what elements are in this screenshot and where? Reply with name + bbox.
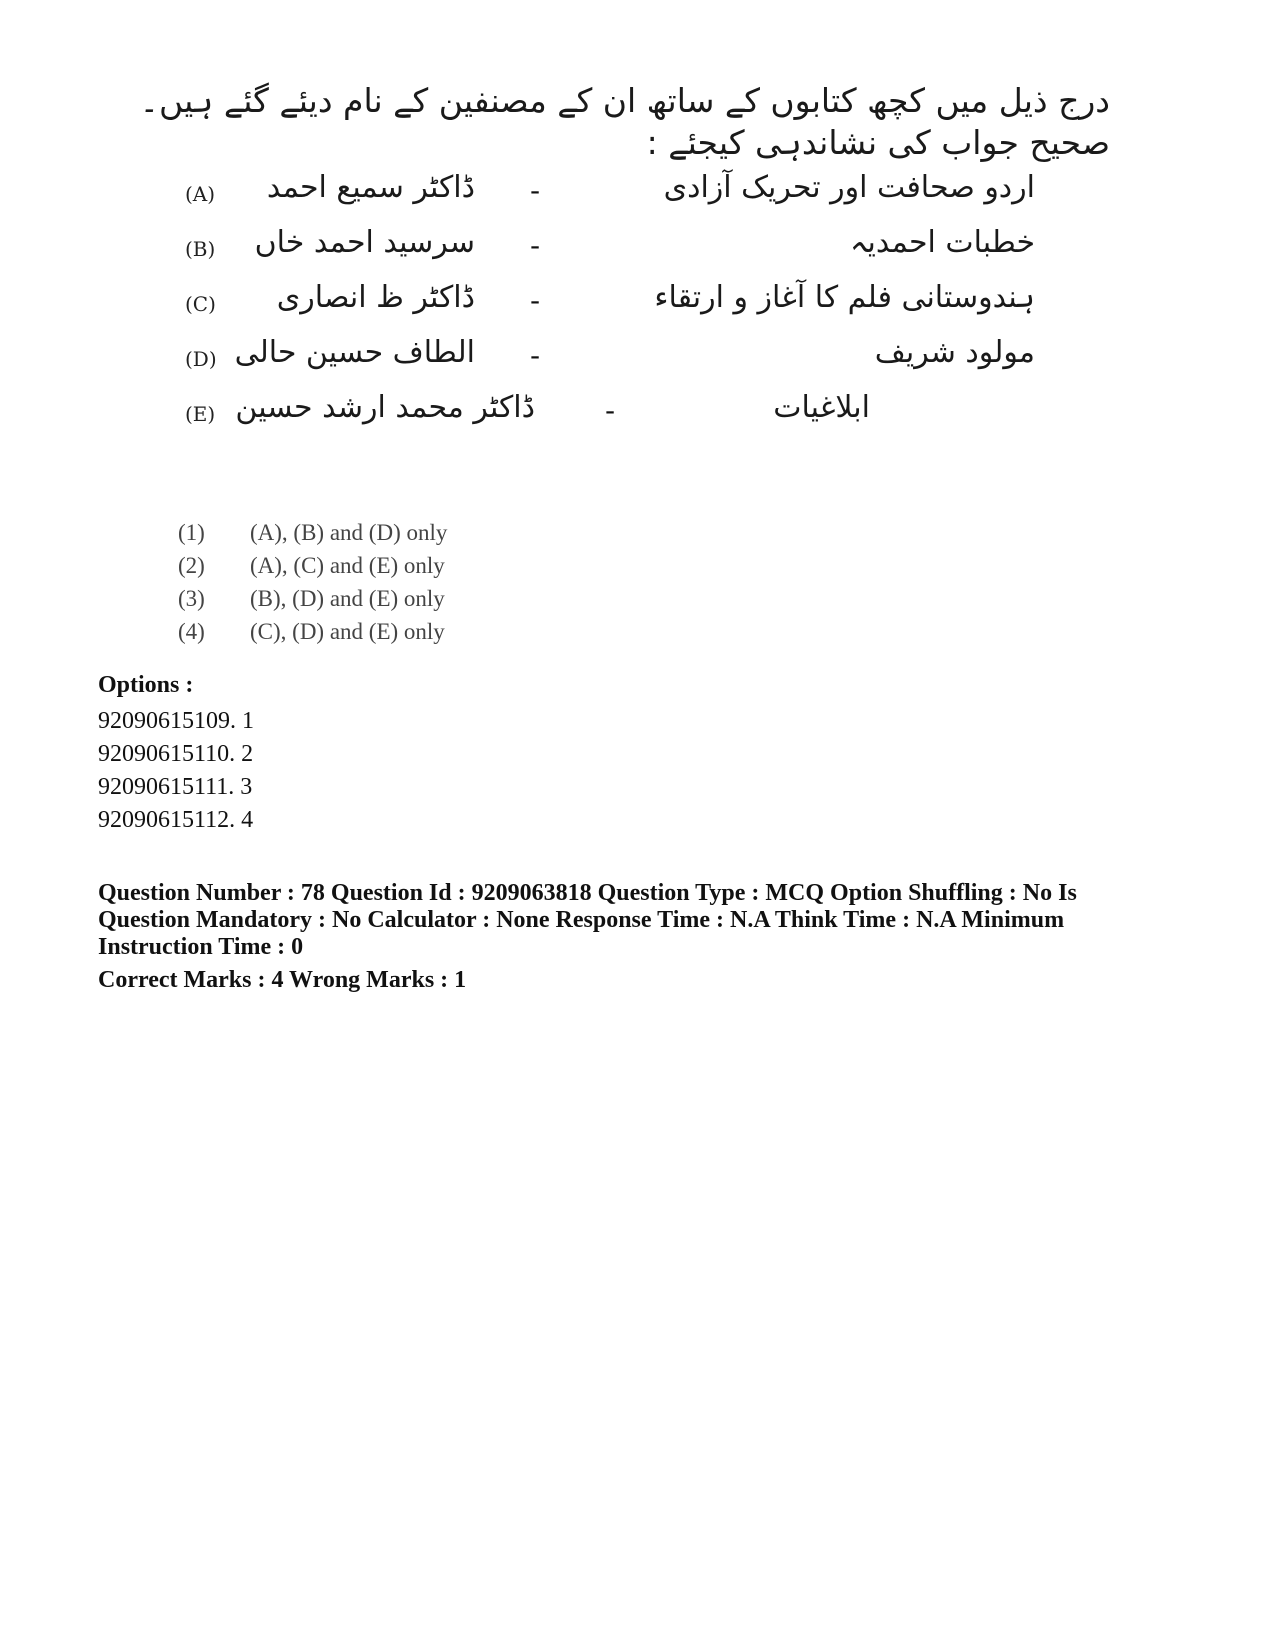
pair-label: (A) — [185, 182, 216, 206]
pair-dash: - — [530, 229, 541, 262]
pair-dash: - — [530, 174, 541, 207]
pair-book: ہندوستانی فلم کا آغاز و ارتقاء — [654, 280, 1035, 315]
pair-book: اردو صحافت اور تحریک آزادی — [663, 170, 1035, 205]
pair-book: مولود شریف — [874, 335, 1035, 370]
options-heading: Options : — [98, 672, 194, 698]
options-section — [98, 672, 254, 840]
choice-number: (4) — [178, 619, 205, 644]
pair-label: (D) — [185, 347, 217, 371]
pair-label: (C) — [185, 292, 216, 316]
question-text: درج ذیل میں کچھ کتابوں کے ساتھ ان کے مصنفین کے نام دیئے گئے ہیں۔ صحیح جواب کی نشاندہی کیجئے : — [139, 81, 1110, 162]
pair-author: ڈاکٹر محمد ارشد حسین — [235, 390, 535, 425]
pair-author: ڈاکٹر سمیع احمد — [266, 170, 475, 205]
option-item: 92090615110. 2 — [98, 741, 254, 767]
pair-book: ابلاغیات — [773, 390, 870, 425]
question-meta — [98, 880, 1158, 994]
marks-line: Correct Marks : 4 Wrong Marks : 1 — [98, 967, 467, 993]
pair-row-c — [185, 280, 1035, 332]
choice-number: (2) — [178, 553, 205, 578]
choice-text: (B), (D) and (E) only — [250, 586, 445, 611]
option-item: 92090615109. 1 — [98, 708, 254, 734]
pair-row-a — [185, 170, 1035, 222]
pair-row-e — [185, 390, 1035, 442]
pair-row-d — [185, 335, 1035, 387]
choice-text: (C), (D) and (E) only — [250, 619, 445, 644]
choice-text: (A), (C) and (E) only — [250, 553, 445, 578]
option-item: 92090615112. 4 — [98, 807, 254, 833]
question-details: Question Number : 78 Question Id : 9209063818 Question Type : MCQ Option Shuffling : No Is Question Mandatory : No Calculator : None Response Time : N.A Think Time : N.A Minimum Instruction Time : 0 — [98, 880, 1077, 960]
pair-author: الطاف حسین حالی — [234, 335, 475, 370]
pair-book: خطبات احمدیہ — [849, 225, 1035, 260]
pair-dash: - — [530, 284, 541, 317]
choice-text: (A), (B) and (D) only — [250, 520, 448, 545]
pair-dash: - — [605, 394, 616, 427]
pair-dash: - — [530, 339, 541, 372]
pair-author: ڈاکٹر ظ انصاری — [276, 280, 475, 315]
pair-label: (B) — [185, 237, 216, 261]
pair-label: (E) — [185, 402, 216, 426]
pair-row-b — [185, 225, 1035, 277]
option-item: 92090615111. 3 — [98, 774, 253, 800]
choice-number: (3) — [178, 586, 205, 611]
pair-author: سرسید احمد خاں — [254, 225, 475, 260]
choice-number: (1) — [178, 520, 205, 545]
